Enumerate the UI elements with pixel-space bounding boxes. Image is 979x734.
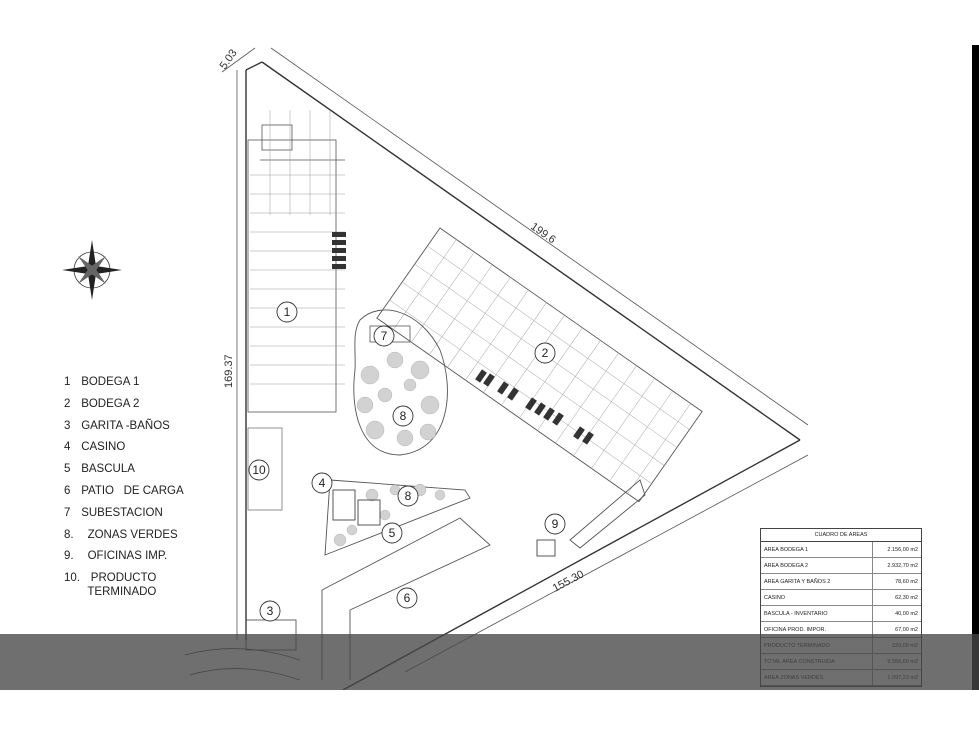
area-name: BASCULA - INVENTARIO <box>761 606 873 621</box>
tree-icon <box>435 490 445 500</box>
lot-outline <box>246 62 800 690</box>
tree-icon <box>366 421 384 439</box>
bottom-margin <box>0 690 979 734</box>
area-marker-label: 5 <box>388 526 396 540</box>
tree-icon <box>387 352 403 368</box>
area-marker-label: 10 <box>252 463 266 477</box>
legend-item <box>64 550 184 564</box>
legend-item <box>64 529 184 543</box>
area-marker-label: 1 <box>283 305 291 319</box>
legend-number: 8. <box>64 528 74 541</box>
area-value: 40,00 m2 <box>895 610 918 617</box>
legend-label: BODEGA 1 <box>78 376 140 388</box>
legend-number: 2 <box>64 397 71 410</box>
tree-icon <box>361 366 379 384</box>
legend-label: BASCULA <box>78 463 135 476</box>
tree-icon <box>380 510 390 520</box>
tree-icon <box>421 396 439 414</box>
area-marker-label: 4 <box>318 476 326 490</box>
legend-item <box>64 463 184 477</box>
legend-number: 7 <box>64 506 71 519</box>
legend-label: BODEGA 2 <box>78 397 140 410</box>
area-value: 62,30 m2 <box>895 594 918 601</box>
area-marker-label: 7 <box>380 329 388 343</box>
area-marker-label: 9 <box>551 517 559 531</box>
legend <box>64 376 184 608</box>
legend-number: 10. <box>64 572 80 585</box>
area-table-row <box>761 590 921 606</box>
legend-item <box>64 572 184 600</box>
area-value: 2.932,70 m2 <box>887 562 918 569</box>
tree-icon <box>404 379 416 391</box>
right-edge-bar <box>972 45 979 690</box>
area-value: 2.156,00 m2 <box>887 546 918 553</box>
legend-number: 5 <box>64 463 71 476</box>
bodega-1-building <box>248 125 345 412</box>
legend-label: SUBESTACION <box>78 506 163 519</box>
area-name: OFICINA PROD. IMPOR. <box>761 622 873 637</box>
legend-number: 1 <box>64 376 71 388</box>
legend-item <box>64 398 184 412</box>
parking-bodega-2 <box>475 369 594 444</box>
bottom-overlay-bar <box>0 634 979 690</box>
legend-item <box>64 376 184 390</box>
area-table-row <box>761 606 921 622</box>
area-table-row <box>761 558 921 574</box>
legend-label: CASINO <box>78 441 126 454</box>
dim-hypotenuse: 199.6 <box>528 220 558 247</box>
legend-number: 9. <box>64 550 74 563</box>
legend-label: PATIO DE CARGA <box>78 484 184 497</box>
legend-label: OFICINAS IMP. <box>78 550 168 563</box>
dim-bottom: 155.30 <box>550 568 587 595</box>
legend-item <box>64 485 184 499</box>
area-value: 78,60 m2 <box>895 578 918 585</box>
area-value: 67,00 m2 <box>895 626 918 633</box>
area-marker-label: 8 <box>399 409 407 423</box>
tree-icon <box>420 424 436 440</box>
area-name: AREA BODEGA 2 <box>761 558 873 573</box>
tree-icon <box>357 397 373 413</box>
oficinas-imp-building <box>537 540 555 556</box>
area-table-row <box>761 574 921 590</box>
area-table-row <box>761 542 921 558</box>
area-table-title: CUADRO DE AREAS <box>761 529 921 542</box>
area-marker-label: 2 <box>541 346 549 360</box>
trees-large-zone <box>357 352 439 446</box>
legend-number: 6 <box>64 484 71 497</box>
legend-number: 3 <box>64 419 71 432</box>
dim-left: 169.37 <box>223 354 235 388</box>
tree-icon <box>334 534 346 546</box>
area-name: AREA BODEGA 1 <box>761 542 873 557</box>
legend-label: ZONAS VERDES <box>78 528 178 541</box>
area-marker-label: 8 <box>404 489 412 503</box>
area-marker-label: 3 <box>266 604 274 618</box>
parking-bodega-1 <box>332 232 346 269</box>
tree-icon <box>378 388 392 402</box>
compass-rose-icon <box>62 240 122 300</box>
tree-icon <box>411 361 429 379</box>
tree-icon <box>397 430 413 446</box>
legend-item <box>64 441 184 455</box>
area-marker-label: 6 <box>403 591 411 605</box>
dim-top-left: 5.03 <box>217 47 240 72</box>
area-name: AREA GARITA Y BAÑOS 2 <box>761 574 873 589</box>
area-markers <box>249 302 565 621</box>
bodega-1-grid <box>250 110 345 384</box>
legend-label: GARITA -BAÑOS <box>78 419 170 432</box>
legend-number: 4 <box>64 441 71 454</box>
tree-icon <box>347 525 357 535</box>
legend-item <box>64 507 184 521</box>
area-name: CASINO <box>761 590 873 605</box>
legend-item <box>64 420 184 434</box>
tree-icon <box>366 489 378 501</box>
legend-label: PRODUCTO TERMINADO <box>87 572 157 598</box>
